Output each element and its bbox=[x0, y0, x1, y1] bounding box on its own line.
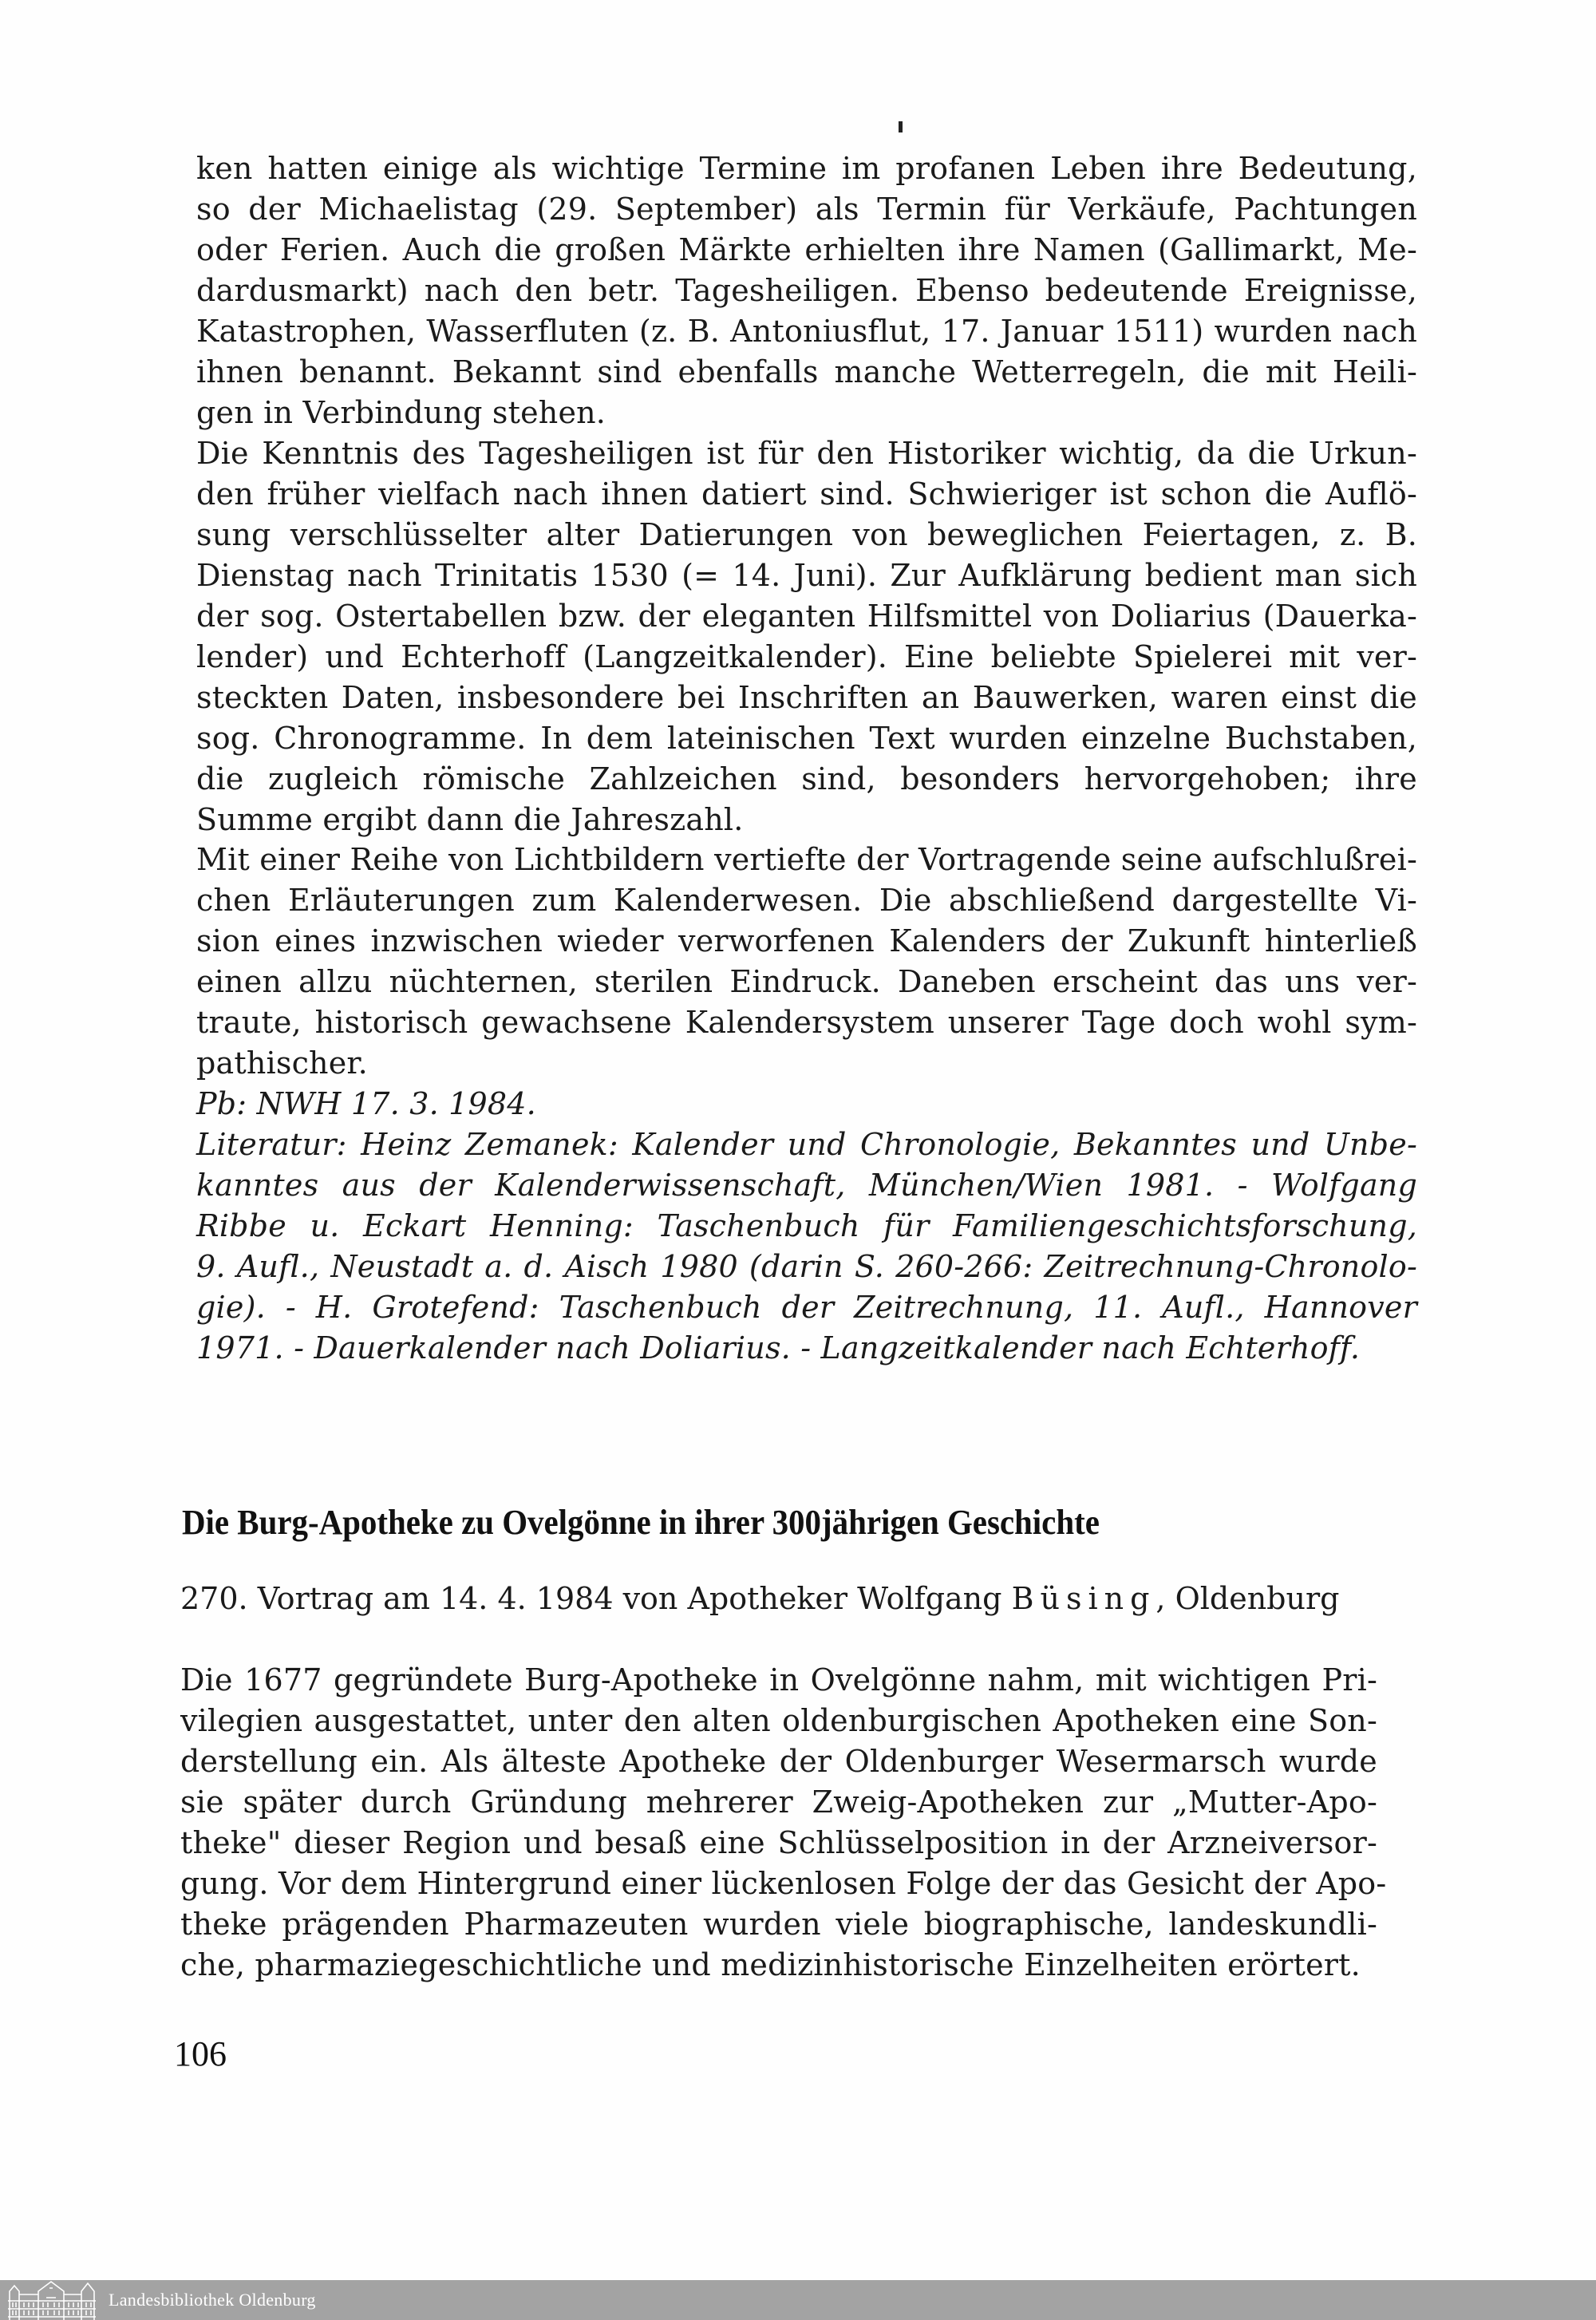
text-line: traute, historisch gewachsene Kalendersystem unserer Tage doch wohl sym- bbox=[196, 1005, 1417, 1040]
lecture-byline bbox=[180, 1579, 1339, 1619]
text-line: derstellung ein. Als älteste Apotheke der Oldenburger Wesermarsch wurde bbox=[180, 1744, 1377, 1779]
text-line: Literatur: Heinz Zemanek: Kalender und Chronologie, Bekanntes und Unbe- bbox=[196, 1127, 1417, 1162]
literature-references bbox=[196, 1124, 1417, 1369]
text-line: den früher vielfach nach ihnen datiert sind. Schwieriger ist schon die Auflö- bbox=[196, 476, 1417, 512]
text-line: steckten Daten, insbesondere bei Inschriften an Bauwerken, waren einst die bbox=[196, 680, 1417, 715]
text-line: chen Erläuterungen zum Kalenderwesen. Die abschließend dargestellte Vi- bbox=[196, 883, 1417, 918]
text-line: Die Kenntnis des Tagesheiligen ist für den Historiker wichtig, da die Urkun- bbox=[196, 436, 1417, 471]
section-heading: Die Burg-Apotheke zu Ovelgönne in ihrer 300jährigen Geschichte bbox=[182, 1503, 1100, 1542]
text-line: gen in Verbindung stehen. bbox=[196, 395, 606, 430]
text-line: der sog. Ostertabellen bzw. der eleganten Hilfsmittel von Doliarius (Dauerka- bbox=[196, 599, 1417, 634]
text-line: sung verschlüsselter alter Datierungen von beweglichen Feiertagen, z. B. bbox=[196, 517, 1417, 552]
library-building-icon bbox=[5, 2280, 99, 2320]
text-line: Dienstag nach Trinitatis 1530 (= 14. Juni). Zur Aufklärung bedient man sich bbox=[196, 558, 1417, 593]
page-number: 106 bbox=[174, 2034, 227, 2073]
paragraph-historian-dating bbox=[196, 433, 1417, 840]
text-line: Mit einer Reihe von Lichtbildern vertiefte der Vortragende seine aufschlußrei- bbox=[196, 842, 1417, 877]
text-line: che, pharmaziegeschichtliche und medizinhistorische Einzelheiten erörtert. bbox=[180, 1947, 1361, 1982]
text-line: sion eines inzwischen wieder verworfenen Kalenders der Zukunft hinterließ bbox=[196, 923, 1417, 958]
text-line: einen allzu nüchternen, sterilen Eindruck. Daneben erscheint das uns ver- bbox=[196, 964, 1417, 999]
text-line: gie). - H. Grotefend: Taschenbuch der Zeitrechnung, 11. Aufl., Hannover bbox=[196, 1290, 1417, 1325]
text-line: kanntes aus der Kalenderwissenschaft, München/Wien 1981. - Wolfgang bbox=[196, 1168, 1417, 1203]
text-line: 1971. - Dauerkalender nach Doliarius. - Langzeitkalender nach Echterhoff. bbox=[196, 1330, 1361, 1366]
text-line: dardusmarkt) nach den betr. Tagesheiligen. Ebenso bedeutende Ereignisse, bbox=[196, 273, 1417, 308]
text-line: theke" dieser Region und besaß eine Schlüsselposition in der Arzneiversor- bbox=[180, 1825, 1377, 1860]
byline-prefix: 270. Vortrag am 14. 4. 1984 von Apotheker Wolfgang bbox=[180, 1581, 1012, 1616]
text-line: Die 1677 gegründete Burg-Apotheke in Ovelgönne nahm, mit wichtigen Pri- bbox=[180, 1662, 1377, 1698]
text-line: Katastrophen, Wasserfluten (z. B. Antoniusflut, 17. Januar 1511) wurden nach bbox=[196, 314, 1417, 349]
paragraph-saints-days bbox=[196, 148, 1417, 433]
text-line: sog. Chronogramme. In dem lateinischen Text wurden einzelne Buchstaben, bbox=[196, 721, 1417, 756]
text-line: theke prägenden Pharmazeuten wurden viele biographische, landeskundli- bbox=[180, 1907, 1377, 1942]
text-line: vilegien ausgestattet, unter den alten oldenburgischen Apotheken eine Son- bbox=[180, 1703, 1377, 1738]
footer-bar bbox=[0, 2280, 1596, 2320]
scan-speck bbox=[899, 121, 903, 132]
text-line: die zugleich römische Zahlzeichen sind, besonders hervorgehoben; ihre bbox=[196, 761, 1417, 796]
text-line: gung. Vor dem Hintergrund einer lückenlosen Folge der das Gesicht der Apo- bbox=[180, 1866, 1387, 1901]
speaker-surname: Büsing bbox=[1011, 1581, 1156, 1616]
paragraph-burg-apotheke bbox=[180, 1660, 1387, 1986]
text-line: ken hatten einige als wichtige Termine im profanen Leben ihre Bedeutung, bbox=[196, 151, 1417, 186]
text-line: 9. Aufl., Neustadt a. d. Aisch 1980 (darin S. 260-266: Zeitrechnung-Chronolo- bbox=[196, 1249, 1417, 1284]
paragraph-slides-summary bbox=[196, 840, 1417, 1124]
text-line: Ribbe u. Eckart Henning: Taschenbuch für Familiengeschichtsforschung, bbox=[196, 1208, 1417, 1243]
text-line: oder Ferien. Auch die großen Märkte erhielten ihre Namen (Gallimarkt, Me- bbox=[196, 232, 1417, 267]
text-line: pathischer. bbox=[196, 1045, 368, 1081]
footer-library-name: Landesbibliothek Oldenburg bbox=[109, 2290, 316, 2310]
byline-suffix: , Oldenburg bbox=[1156, 1581, 1340, 1616]
text-line: so der Michaelistag (29. September) als Termin für Verkäufe, Pachtungen bbox=[196, 192, 1417, 227]
text-line: sie später durch Gründung mehrerer Zweig-Apotheken zur „Mutter-Apo- bbox=[180, 1784, 1377, 1820]
text-line: lender) und Echterhoff (Langzeitkalender). Eine beliebte Spielerei mit ver- bbox=[196, 639, 1417, 674]
text-line: Summe ergibt dann die Jahreszahl. bbox=[196, 802, 744, 837]
press-reference: Pb: NWH 17. 3. 1984. bbox=[196, 1086, 536, 1121]
text-line: ihnen benannt. Bekannt sind ebenfalls manche Wetterregeln, die mit Heili- bbox=[196, 354, 1417, 389]
